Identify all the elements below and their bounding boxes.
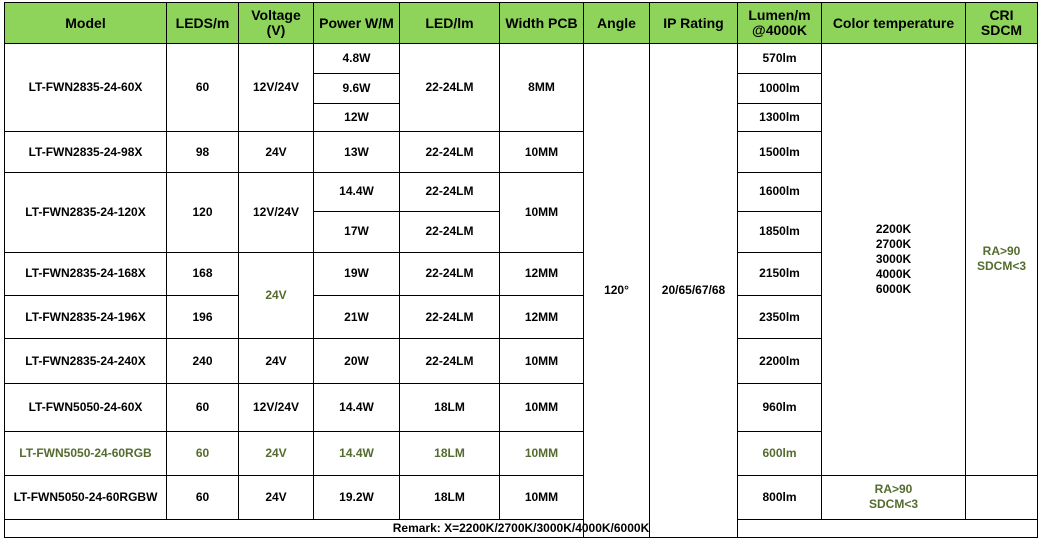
model-cell: LT-FWN2835-24-98X: [5, 132, 167, 172]
header-leds: LEDS/m: [167, 3, 239, 44]
model-cell: LT-FWN5050-24-60RGB: [5, 431, 167, 475]
lumen-cell: 600lm: [738, 431, 822, 475]
led-lm-cell: 22-24LM: [400, 296, 500, 339]
width-cell: 10MM: [500, 132, 584, 172]
lumen-cell: 1300lm: [738, 104, 822, 132]
header-cct: Color temperature: [822, 3, 966, 44]
model-cell: LT-FWN2835-24-168X: [5, 252, 167, 295]
leds-cell: 120: [167, 172, 239, 252]
width-cell: 10MM: [500, 339, 584, 384]
cct-value: 2200K: [875, 221, 912, 236]
cct-main-cell: [822, 44, 966, 476]
lumen-cell: 1850lm: [738, 211, 822, 252]
header-width: Width PCB: [500, 3, 584, 44]
lumen-cell: 1000lm: [738, 74, 822, 104]
power-cell: 14.4W: [314, 431, 400, 475]
header-led-lm: LED/lm: [400, 3, 500, 44]
width-cell: 10MM: [500, 172, 584, 252]
leds-cell: 60: [167, 384, 239, 431]
leds-cell: 196: [167, 296, 239, 339]
power-cell: 4.8W: [314, 44, 400, 74]
ip-cell: 20/65/67/68: [650, 44, 738, 538]
lumen-cell: 2150lm: [738, 252, 822, 295]
voltage-cell: 12V/24V: [239, 172, 314, 252]
led-lm-cell: 22-24LM: [400, 211, 500, 252]
voltage-cell: 12V/24V: [239, 44, 314, 132]
led-lm-cell: 18LM: [400, 475, 500, 519]
led-lm-cell: 22-24LM: [400, 252, 500, 295]
width-cell: 12MM: [500, 296, 584, 339]
header-ip: IP Rating: [650, 3, 738, 44]
voltage-cell: 24V: [239, 252, 314, 338]
header-angle: Angle: [584, 3, 650, 44]
lumen-cell: 800lm: [738, 475, 822, 519]
model-cell: LT-FWN2835-24-240X: [5, 339, 167, 384]
cri-rgbw-cell: [822, 475, 966, 519]
power-cell: 19W: [314, 252, 400, 295]
width-cell: 10MM: [500, 384, 584, 431]
power-cell: 9.6W: [314, 74, 400, 104]
voltage-cell: 24V: [239, 475, 314, 519]
remark-row: [5, 519, 1038, 537]
cct-value: 6000K: [875, 281, 912, 296]
spec-table: [4, 2, 1038, 538]
leds-cell: 60: [167, 431, 239, 475]
led-lm-cell: 22-24LM: [400, 172, 500, 211]
header-model: Model: [5, 3, 167, 44]
power-cell: 12W: [314, 104, 400, 132]
leds-cell: 60: [167, 475, 239, 519]
model-cell: LT-FWN2835-24-60X: [5, 44, 167, 132]
remark-text: Remark: X=2200K/2700K/3000K/4000K/6000K: [5, 519, 1038, 537]
led-lm-cell: 22-24LM: [400, 44, 500, 132]
leds-cell: 240: [167, 339, 239, 384]
lumen-cell: 1600lm: [738, 172, 822, 211]
led-lm-cell: 18LM: [400, 384, 500, 431]
model-cell: LT-FWN2835-24-196X: [5, 296, 167, 339]
power-cell: 14.4W: [314, 172, 400, 211]
lumen-cell: 2200lm: [738, 339, 822, 384]
lumen-cell: 960lm: [738, 384, 822, 431]
cct-value: 3000K: [875, 251, 912, 266]
leds-cell: 168: [167, 252, 239, 295]
cri-main-cell: [966, 44, 1038, 476]
voltage-cell: 24V: [239, 431, 314, 475]
angle-cell: 120°: [584, 44, 650, 538]
cct-value: 2700K: [875, 236, 912, 251]
width-cell: 10MM: [500, 431, 584, 475]
cri-ra: RA>90: [982, 244, 1021, 259]
cri-sdcm: SDCM<3: [868, 497, 918, 512]
power-cell: 14.4W: [314, 384, 400, 431]
header-voltage: Voltage (V): [239, 3, 314, 44]
header-lumen: Lumen/m @4000K: [738, 3, 822, 44]
led-lm-cell: 18LM: [400, 431, 500, 475]
leds-cell: 60: [167, 44, 239, 132]
lumen-cell: 2350lm: [738, 296, 822, 339]
header-cri: CRI SDCM: [966, 3, 1038, 44]
voltage-cell: 24V: [239, 132, 314, 172]
model-cell: LT-FWN2835-24-120X: [5, 172, 167, 252]
cri-ra: RA>90: [874, 482, 913, 497]
width-cell: 10MM: [500, 475, 584, 519]
led-lm-cell: 22-24LM: [400, 132, 500, 172]
lumen-cell: 570lm: [738, 44, 822, 74]
leds-cell: 98: [167, 132, 239, 172]
power-cell: 17W: [314, 211, 400, 252]
header-power: Power W/M: [314, 3, 400, 44]
lumen-cell: 1500lm: [738, 132, 822, 172]
header-row: [5, 3, 1038, 44]
power-cell: 13W: [314, 132, 400, 172]
power-cell: 20W: [314, 339, 400, 384]
led-lm-cell: 22-24LM: [400, 339, 500, 384]
model-cell: LT-FWN5050-24-60RGBW: [5, 475, 167, 519]
cri-sdcm: SDCM<3: [976, 259, 1026, 274]
cct-value: 4000K: [875, 266, 912, 281]
model-cell: LT-FWN5050-24-60X: [5, 384, 167, 431]
power-cell: 19.2W: [314, 475, 400, 519]
voltage-cell: 12V/24V: [239, 384, 314, 431]
power-cell: 21W: [314, 296, 400, 339]
width-cell: 12MM: [500, 252, 584, 295]
width-cell: 8MM: [500, 44, 584, 132]
table-row: [5, 44, 1038, 74]
voltage-cell: 24V: [239, 339, 314, 384]
table-row: [5, 475, 1038, 519]
